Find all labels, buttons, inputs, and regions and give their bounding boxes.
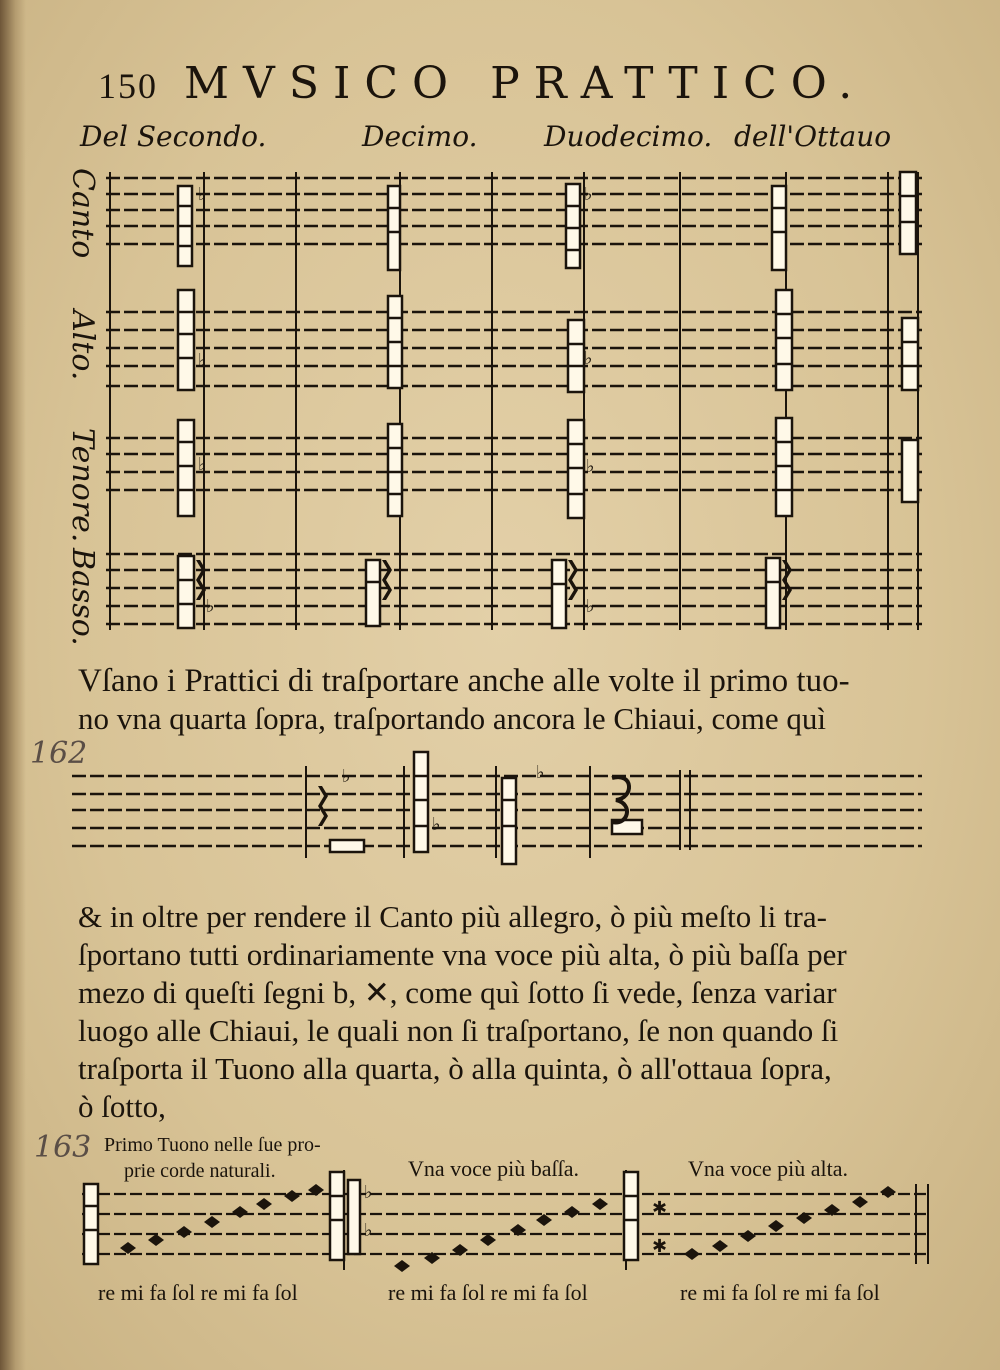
solmization-natural: re mi fa ſol re mi fa ſol [98, 1280, 298, 1305]
running-title: MVSICO PRATTICO. [184, 58, 867, 109]
svg-text:♭: ♭ [432, 814, 441, 835]
voice-label-tenore: Tenore. [65, 428, 100, 543]
margin-annotation-163: 163 [34, 1130, 92, 1165]
svg-text:✱: ✱ [652, 1198, 668, 1219]
svg-text:♭: ♭ [364, 1182, 373, 1203]
svg-text:♭: ♭ [198, 454, 207, 475]
svg-text:♭: ♭ [536, 762, 545, 783]
caption-primo-tuono-line1: Primo Tuono nelle ſue pro- [104, 1134, 321, 1156]
svg-text:♭: ♭ [364, 1220, 373, 1241]
svg-text:♭: ♭ [584, 184, 593, 205]
svg-text:♭: ♭ [198, 350, 207, 371]
paragraph-line: no vna quarta ſopra, traſportando ancora le Chiaui, come quì [78, 701, 827, 736]
voice-label-basso: Basso. [65, 548, 100, 646]
solmization-lower: re mi fa ſol re mi fa ſol [388, 1280, 588, 1305]
caption-voce-piu-bassa: Vna voce più baſſa. [408, 1156, 580, 1181]
svg-text:✱: ✱ [652, 1236, 668, 1257]
paragraph-line: ò ſotto, [78, 1089, 166, 1124]
paragraph-line: & in oltre per rendere il Canto più allegro, ò più meſto li tra- [78, 899, 827, 934]
tone-heading-duodecimo: Duodecimo. [544, 120, 713, 153]
svg-text:♭: ♭ [586, 456, 595, 477]
margin-annotation-162: 162 [30, 736, 88, 771]
solmization-higher: re mi fa ſol re mi fa ſol [680, 1280, 880, 1305]
tone-heading-decimo: Decimo. [362, 120, 478, 153]
voice-label-alto: Alto. [65, 310, 100, 381]
tone-heading-ottauo: dell'Ottauo [734, 120, 892, 153]
voice-label-canto: Canto [65, 168, 100, 259]
svg-text:♭: ♭ [198, 184, 207, 205]
svg-text:♭: ♭ [586, 596, 595, 617]
svg-text:♭: ♭ [206, 596, 215, 617]
paragraph-line: traſporta il Tuono alla quarta, ò alla quinta, ò all'ottaua ſopra, [78, 1051, 832, 1086]
svg-text:♭: ♭ [342, 766, 351, 787]
tone-heading-secondo: Del Secondo. [80, 120, 267, 153]
paragraph-line: ſportano tutti ordinariamente vna voce più alta, ò più baſſa per [78, 937, 847, 972]
paragraph-line: Vſano i Prattici di traſportare anche alle volte il primo tuo- [78, 663, 850, 699]
example-notes [120, 1184, 896, 1272]
svg-text:♭: ♭ [584, 348, 593, 369]
caption-primo-tuono-line2: prie corde naturali. [124, 1160, 276, 1182]
page-number: 150 [98, 66, 158, 106]
paragraph-line: luogo alle Chiaui, le quali non ſi traſportano, ſe non quando ſi [78, 1013, 839, 1048]
caption-voce-piu-alta: Vna voce più alta. [688, 1156, 849, 1181]
paragraph-line: mezo di queſti ſegni b, ✕, come quì ſotto ſi vede, ſenza variar [78, 975, 837, 1010]
